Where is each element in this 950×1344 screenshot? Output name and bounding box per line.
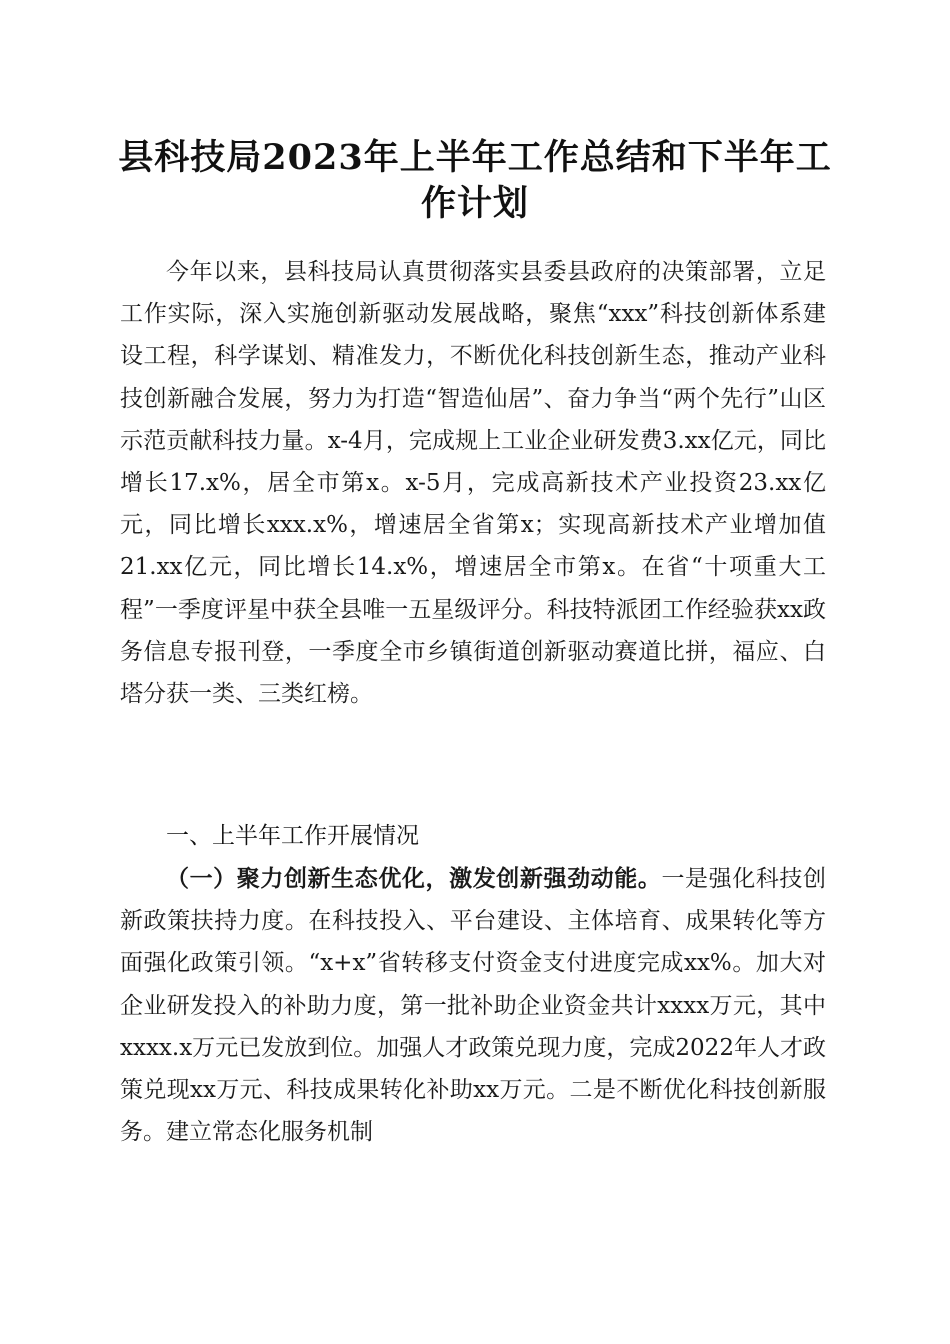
section-heading: 一、上半年工作开展情况: [166, 823, 419, 849]
intro-paragraph: 今年以来，县科技局认真贯彻落实县委县政府的决策部署，立足工作实际，深入实施创新驱动发展战略，聚焦“xxx”科技创新体系建设工程，科学谋划、精准发力，不断优化科技创新生态，推动产业科技创新融合发展，努力为打造“智造仙居”、奋力争当“两个先行”山区示范贡献科技力量。x-4月，完成规上工业企业研发费3.xx亿元，同比增长17.x%，居全市第x。x-5月，完成高新技术产业投资23.xx亿元，同比增长xxx.x%，增速居全省第x；实现高新技术产业增加值21.xx亿元，同比增长14.x%，增速居全市第x。在省“十项重大工程”一季度评星中获全县唯一五星级评分。科技特派团工作经验获xx政务信息专报刊登，一季度全市乡镇街道创新驱动赛道比拼，福应、白塔分获一类、三类红榜。: [120, 259, 826, 708]
subsection-body: 一是强化科技创新政策扶持力度。在科技投入、平台建设、主体培育、成果转化等方面强化政策引领。“x+x”省转移支付资金支付进度完成xx%。加大对企业研发投入的补助力度，第一批补助企业资金共计xxxx万元，其中xxxx.x万元已发放到位。加强人才政策兑现力度，完成2022年人才政策兑现xx万元、科技成果转化补助xx万元。二是不断优化科技创新服务。建立常态化服务机制: [120, 866, 826, 1146]
subsection-paragraph: [120, 858, 826, 1164]
document-title: 县科技局2023年上半年工作总结和下半年工作计划: [118, 137, 832, 224]
subsection-lead: （一）聚力创新生态优化，激发创新强劲动能。: [166, 865, 662, 892]
